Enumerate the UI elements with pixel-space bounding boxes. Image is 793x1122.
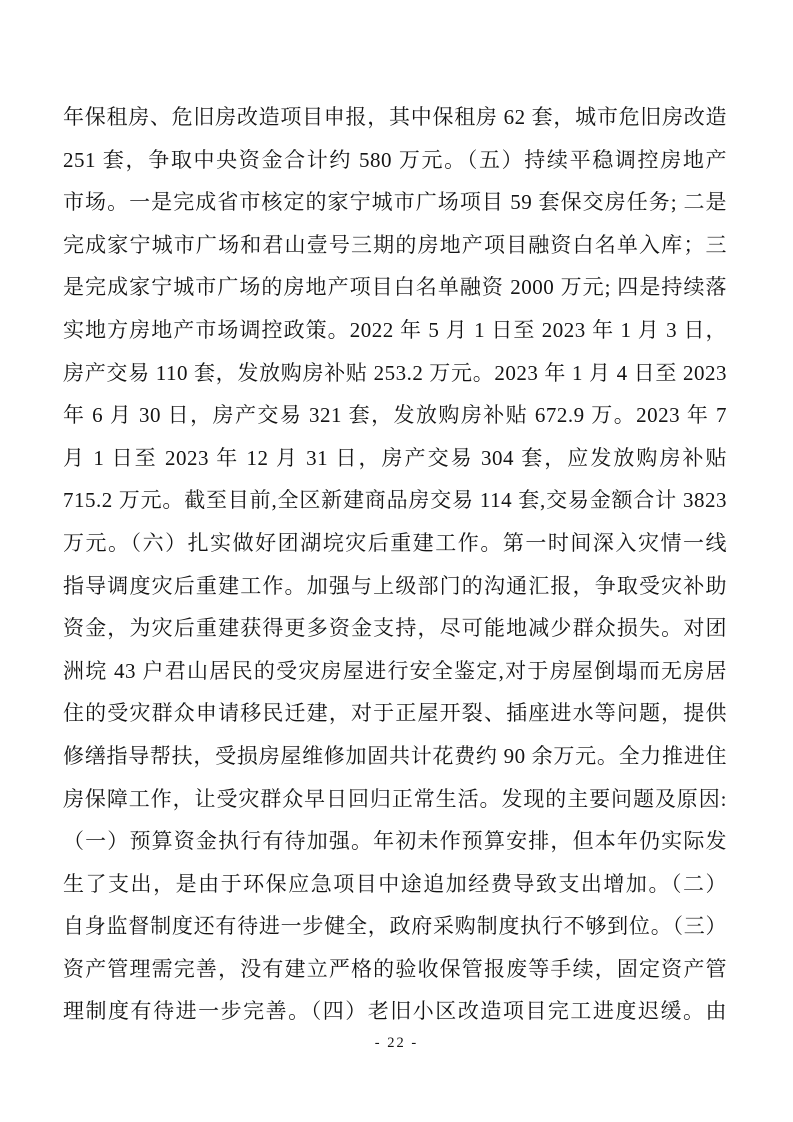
text-line: 251 套，争取中央资金合计约 580 万元。（五）持续平稳调控房地产 xyxy=(63,147,727,172)
text-line: 住的受灾群众申请移民迁建，对于正屋开裂、插座进水等问题，提供 xyxy=(63,701,727,726)
text-line: 房产交易 110 套，发放购房补贴 253.2 万元。2023 年 1 月 4 日至 2023 xyxy=(63,360,727,385)
text-line: 是完成家宁城市广场的房地产项目白名单融资 2000 万元; 四是持续落 xyxy=(63,275,727,300)
text-line: 万元。（六）扎实做好团湖垸灾后重建工作。第一时间深入灾情一线 xyxy=(63,530,727,555)
text-line: 715.2 万元。截至目前,全区新建商品房交易 114 套,交易金额合计 3823 xyxy=(63,488,727,513)
text-line: 年 6 月 30 日，房产交易 321 套，发放购房补贴 672.9 万。2023 年 7 xyxy=(63,403,727,428)
text-line: 修缮指导帮扶，受损房屋维修加固共计花费约 90 余万元。全力推进住 xyxy=(63,743,727,768)
document-body xyxy=(63,96,727,1033)
text-line: （一）预算资金执行有待加强。年初未作预算安排，但本年仍实际发 xyxy=(63,829,727,854)
text-line: 月 1 日至 2023 年 12 月 31 日，房产交易 304 套，应发放购房补贴 xyxy=(63,445,727,470)
page-footer xyxy=(0,1033,793,1053)
text-line: 资产管理需完善，没有建立严格的验收保管报废等手续，固定资产管 xyxy=(63,956,727,981)
text-line: 房保障工作，让受灾群众早日回归正常生活。发现的主要问题及原因: xyxy=(63,786,727,811)
text-line: 指导调度灾后重建工作。加强与上级部门的沟通汇报，争取受灾补助 xyxy=(63,573,727,598)
text-line: 完成家宁城市广场和君山壹号三期的房地产项目融资白名单入库；三 xyxy=(63,232,727,257)
text-line: 生了支出，是由于环保应急项目中途追加经费导致支出增加。（二） xyxy=(63,871,727,896)
text-line: 自身监督制度还有待进一步健全，政府采购制度执行不够到位。（三） xyxy=(63,914,727,939)
text-line: 洲垸 43 户君山居民的受灾房屋进行安全鉴定,对于房屋倒塌而无房居 xyxy=(63,658,727,683)
text-line: 实地方房地产市场调控政策。2022 年 5 月 1 日至 2023 年 1 月 3 日， xyxy=(63,317,727,342)
text-line: 资金，为灾后重建获得更多资金支持，尽可能地减少群众损失。对团 xyxy=(63,616,727,641)
text-line: 市场。一是完成省市核定的家宁城市广场项目 59 套保交房任务; 二是 xyxy=(63,190,727,215)
text-line: 理制度有待进一步完善。（四）老旧小区改造项目完工进度迟缓。由 xyxy=(63,999,727,1024)
text-line: 年保租房、危旧房改造项目申报，其中保租房 62 套，城市危旧房改造 xyxy=(63,105,727,129)
page-number: - 22 - xyxy=(374,1035,419,1051)
